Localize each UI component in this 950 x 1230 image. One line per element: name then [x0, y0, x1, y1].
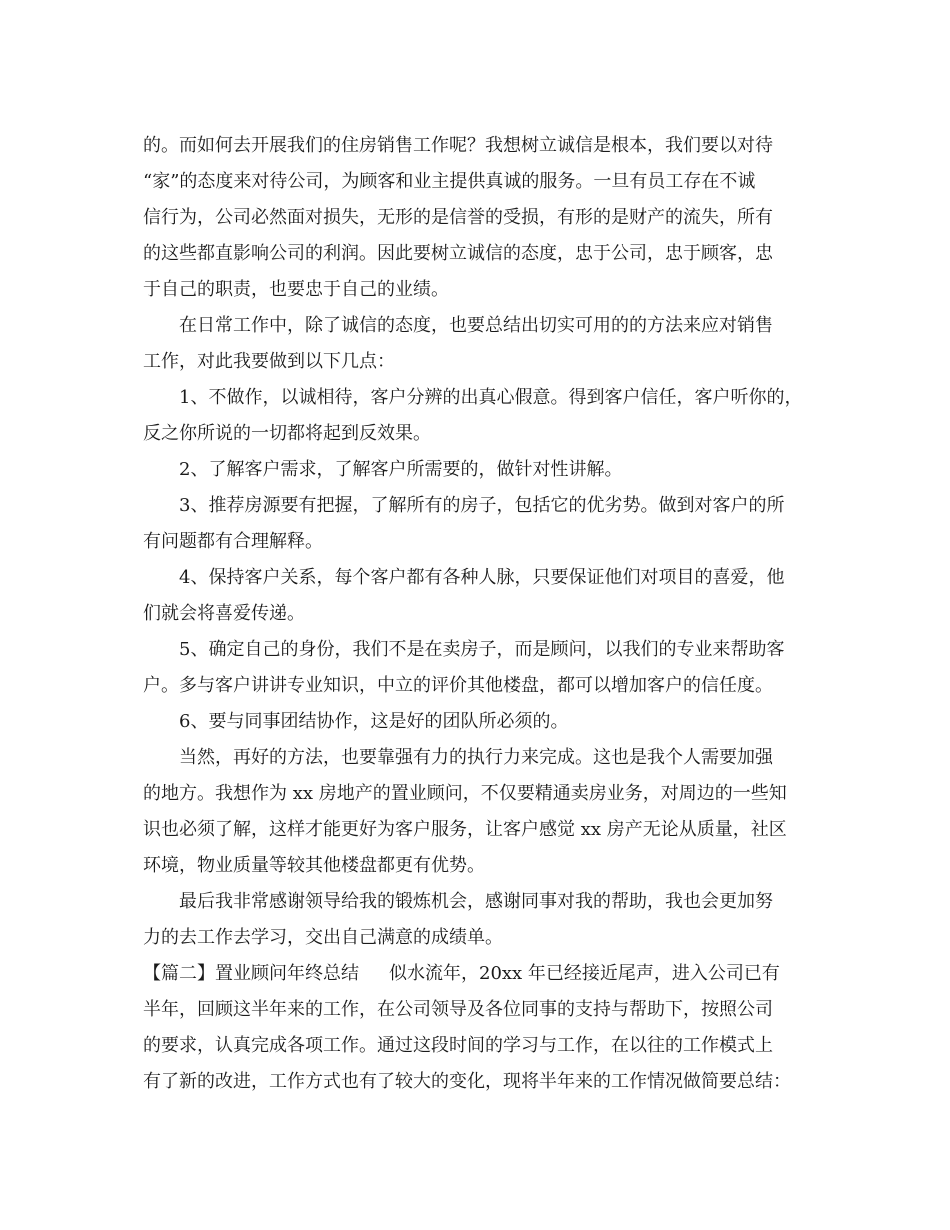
text-line: 有问题都有合理解释。	[143, 531, 323, 552]
text-line: 环境，物业质量等较其他楼盘都更有优势。	[143, 855, 485, 876]
section-intro: 似水流年，20xx 年已经接近尾声，进入公司已有	[389, 963, 780, 984]
text-line: 识也必须了解，这样才能更好为客户服务，让客户感觉 xx 房产无论从质量，社区	[143, 819, 787, 840]
list-item: 4、保持客户关系，每个客户都有各种人脉，只要保证他们对项目的喜爱，他	[179, 567, 785, 588]
list-item: 3、推荐房源要有把握，了解所有的房子，包括它的优劣势。做到对客户的所	[179, 495, 785, 516]
list-item: 1、不做作，以诚相待，客户分辨的出真心假意。得到客户信任，客户听你的，	[179, 387, 803, 408]
text-line: “家”的态度来对待公司，为顾客和业主提供真诚的服务。一旦有员工存在不诚	[143, 171, 756, 192]
text-line: 工作，对此我要做到以下几点：	[143, 351, 395, 372]
text-line: 反之你所说的一切都将起到反效果。	[143, 423, 431, 444]
list-item: 5、确定自己的身份，我们不是在卖房子，而是顾问，以我们的专业来帮助客	[179, 639, 785, 660]
text-line: 的要求，认真完成各项工作。通过这段时间的学习与工作，在以往的工作模式上	[143, 1035, 773, 1056]
text-line: 信行为，公司必然面对损失，无形的是信誉的受损，有形的是财产的流失，所有	[143, 207, 773, 228]
text-line: 的。而如何去开展我们的住房销售工作呢？我想树立诚信是根本，我们要以对待	[143, 135, 773, 156]
text-line: 当然，再好的方法，也要靠强有力的执行力来完成。这也是我个人需要加强	[179, 747, 773, 768]
section-heading-line	[143, 956, 823, 992]
section-heading: 【篇二】置业顾问年终总结	[143, 963, 359, 984]
text-line: 力的去工作去学习，交出自己满意的成绩单。	[143, 927, 503, 948]
text-line: 于自己的职责，也要忠于自己的业绩。	[143, 279, 449, 300]
list-item: 2、了解客户需求，了解客户所需要的，做针对性讲解。	[179, 459, 623, 480]
document-body	[143, 128, 823, 1100]
text-line: 的地方。我想作为 xx 房地产的置业顾问，不仅要精通卖房业务，对周边的一些知	[143, 783, 787, 804]
text-line: 的这些都直影响公司的利润。因此要树立诚信的态度，忠于公司，忠于顾客，忠	[143, 243, 773, 264]
text-line: 半年，回顾这半年来的工作，在公司领导及各位同事的支持与帮助下，按照公司	[143, 999, 773, 1020]
text-line: 有了新的改进，工作方式也有了较大的变化，现将半年来的工作情况做简要总结：	[143, 1071, 791, 1092]
text-line: 户。多与客户讲讲专业知识，中立的评价其他楼盘，都可以增加客户的信任度。	[143, 675, 773, 696]
text-line: 最后我非常感谢领导给我的锻炼机会，感谢同事对我的帮助，我也会更加努	[179, 891, 773, 912]
text-line: 们就会将喜爱传递。	[143, 603, 305, 624]
list-item: 6、要与同事团结协作，这是好的团队所必须的。	[179, 711, 569, 732]
text-line: 在日常工作中，除了诚信的态度，也要总结出切实可用的的方法来应对销售	[179, 315, 773, 336]
